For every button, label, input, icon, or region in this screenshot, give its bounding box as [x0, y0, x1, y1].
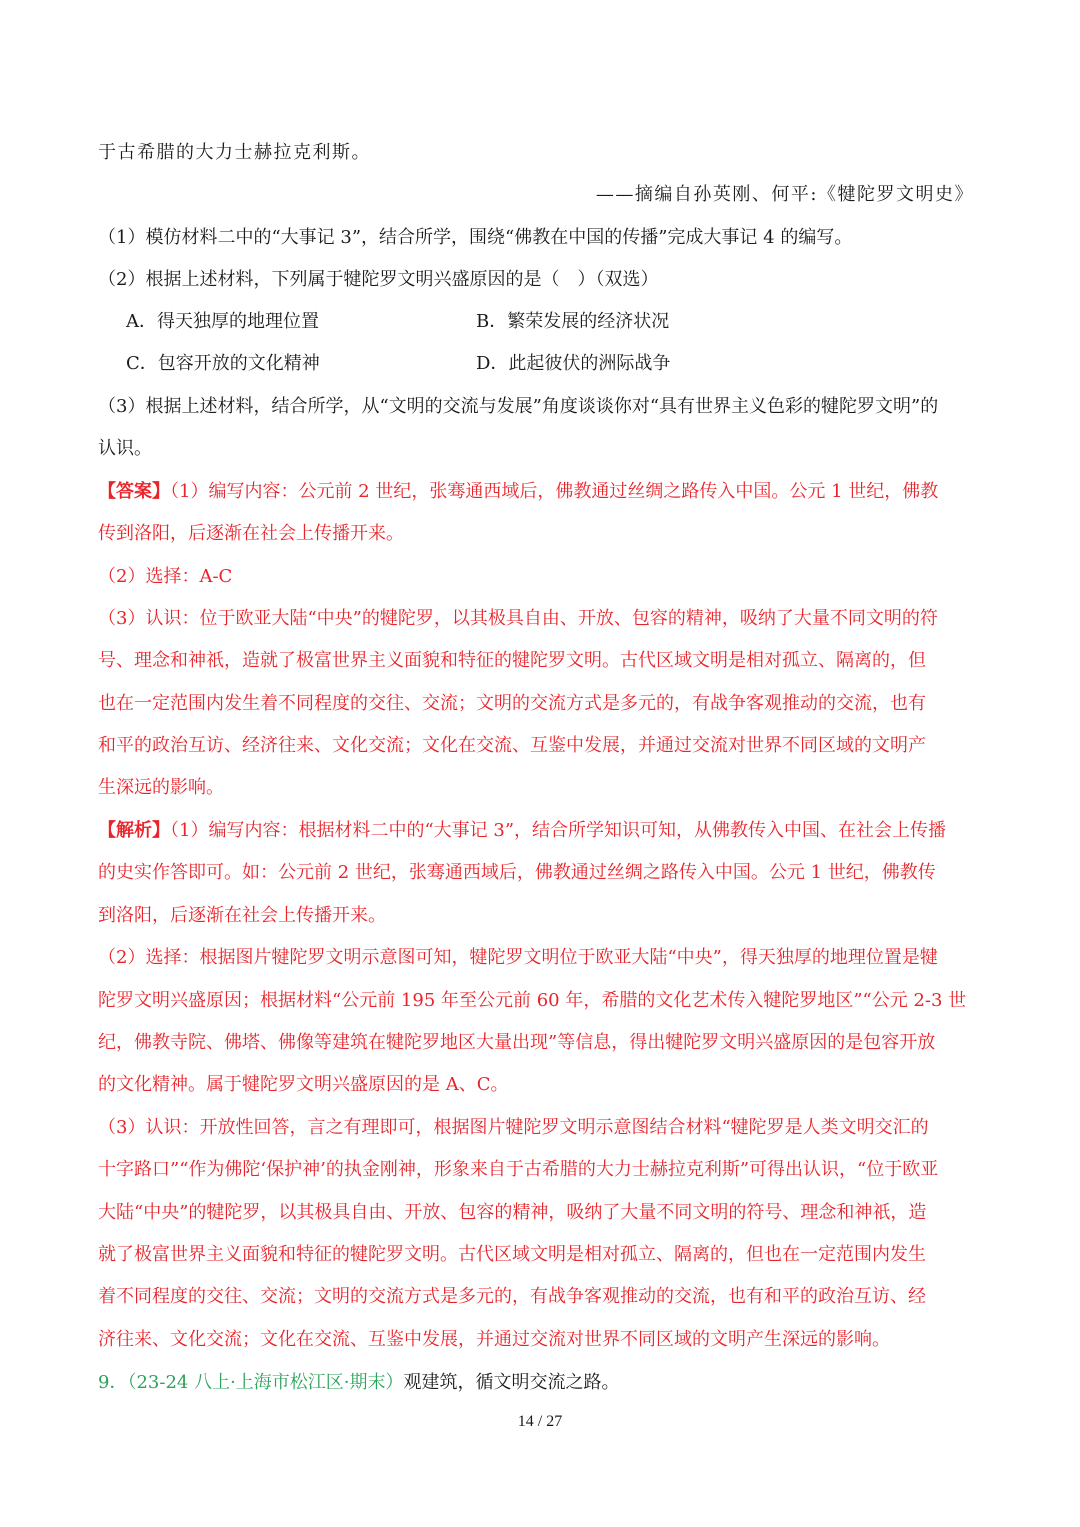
question-3-line-1: （3）根据上述材料，结合所学，从“文明的交流与发展”角度谈谈你对“具有世界主义色彩的犍陀罗文明”的 — [98, 396, 939, 417]
analysis-line: 大陆“中央”的犍陀罗，以其极具自由、开放、包容的精神，吸纳了大量不同文明的符号、理念和神祇，造 — [98, 1202, 927, 1223]
page-number: 14 / 27 — [517, 1413, 563, 1430]
material-source: ——摘编自孙英刚、何平:《犍陀罗文明史》 — [595, 184, 974, 205]
analysis-line: 十字路口”“作为佛陀‘保护神’的执金刚神，形象来自于古希腊的大力士赫拉克利斯”可得出认识，“位于欧亚 — [98, 1159, 939, 1180]
analysis-line: （3）认识：开放性回答，言之有理即可，根据图片犍陀罗文明示意图结合材料“犍陀罗是人类文明交汇的 — [98, 1117, 929, 1138]
question-2: （2）根据上述材料，下列属于犍陀罗文明兴盛原因的是（ ）（双选） — [98, 269, 659, 290]
answer-line: 传到洛阳，后逐渐在社会上传播开来。 — [98, 523, 404, 544]
answer-line — [98, 479, 988, 505]
answer-text: （1）编写内容：公元前 2 世纪，张骞通西域后，佛教通过丝绸之路传入中国。公元 1 世纪，佛教 — [170, 481, 939, 502]
answer-line: 也在一定范围内发生着不同程度的交往、交流；文明的交流方式是多元的，有战争客观推动的交流，也有 — [98, 693, 926, 714]
analysis-line: 的史实作答即可。如：公元前 2 世纪，张骞通西域后，佛教通过丝绸之路传入中国。公元 1 世纪，佛教传 — [98, 862, 936, 883]
question-3-line-2: 认识。 — [98, 438, 152, 459]
analysis-line: 就了极富世界主义面貌和特征的犍陀罗文明。古代区域文明是相对孤立、隔离的，但也在一定范围内发生 — [98, 1244, 926, 1265]
analysis-line: 到洛阳，后逐渐在社会上传播开来。 — [98, 905, 386, 926]
question-text: 观建筑，循文明交流之路。 — [403, 1372, 620, 1393]
answer-line: 和平的政治互访、经济往来、文化交流；文化在交流、互鉴中发展，并通过交流对世界不同区域的文明产 — [98, 735, 926, 756]
option-d: D．此起彼伏的洲际战争 — [476, 353, 671, 374]
analysis-tag: 【解析】 — [98, 820, 170, 841]
analysis-line: 的文化精神。属于犍陀罗文明兴盛原因的是 A、C。 — [98, 1074, 509, 1095]
analysis-line: 纪，佛教寺院、佛塔、佛像等建筑在犍陀罗地区大量出现”等信息，得出犍陀罗文明兴盛原因的是包容开放 — [98, 1032, 936, 1053]
answer-line: 生深远的影响。 — [98, 777, 224, 798]
analysis-line: 陀罗文明兴盛原因；根据材料“公元前 195 年至公元前 60 年，希腊的文化艺术传入犍陀罗地区”“公元 2-3 世 — [98, 990, 967, 1011]
question-number: 9． — [98, 1372, 128, 1393]
option-b: B．繁荣发展的经济状况 — [476, 311, 670, 332]
next-question — [98, 1370, 988, 1396]
question-source: （23-24 八上·上海市松江区·期末） — [127, 1372, 404, 1393]
analysis-text: （1）编写内容：根据材料二中的“大事记 3”，结合所学知识可知，从佛教传入中国、在社会上传播 — [170, 820, 947, 841]
analysis-line: 着不同程度的交往、交流；文明的交流方式是多元的，有战争客观推动的交流，也有和平的政治互访、经 — [98, 1286, 926, 1307]
answer-line: （2）选择：A-C — [98, 566, 233, 587]
answer-line: 号、理念和神祇，造就了极富世界主义面貌和特征的犍陀罗文明。古代区域文明是相对孤立、隔离的，但 — [98, 650, 926, 671]
analysis-line — [98, 818, 988, 844]
analysis-line: （2）选择：根据图片犍陀罗文明示意图可知，犍陀罗文明位于欧亚大陆“中央”，得天独厚的地理位置是犍 — [98, 947, 938, 968]
option-c: C．包容开放的文化精神 — [126, 353, 320, 374]
option-a: A．得天独厚的地理位置 — [126, 311, 319, 332]
analysis-line: 济往来、文化交流；文化在交流、互鉴中发展，并通过交流对世界不同区域的文明产生深远的影响。 — [98, 1329, 890, 1350]
answer-line: （3）认识：位于欧亚大陆“中央”的犍陀罗，以其极具自由、开放、包容的精神，吸纳了大量不同文明的符 — [98, 608, 938, 629]
material-tail: 于古希腊的大力士赫拉克利斯。 — [98, 142, 371, 163]
question-1: （1）模仿材料二中的“大事记 3”，结合所学，围绕“佛教在中国的传播”完成大事记 4 的编写。 — [98, 227, 853, 248]
answer-tag: 【答案】 — [98, 481, 170, 502]
